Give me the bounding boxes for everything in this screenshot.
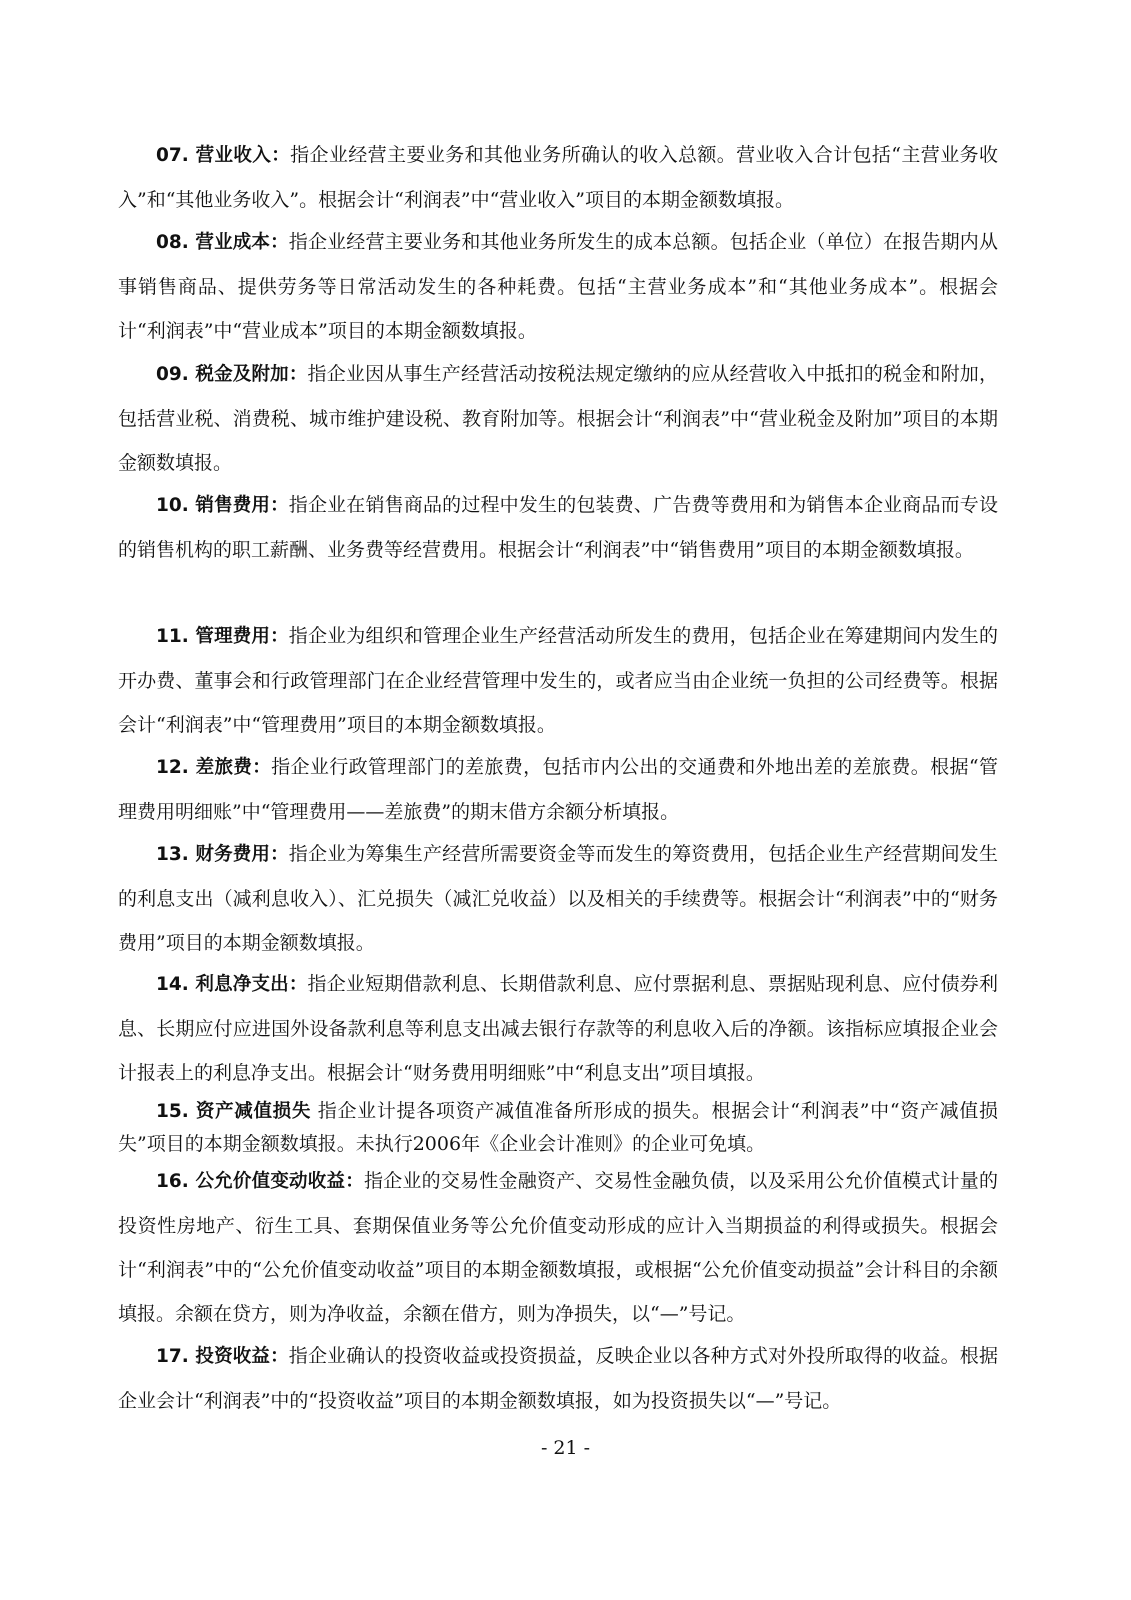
paragraph-09 xyxy=(118,352,998,485)
term-label: 10. 销售费用： xyxy=(156,495,289,516)
paragraph-text: 指企业为筹集生产经营所需要资金等而发生的筹资费用，包括企业生产经营期间发生的利息支出（减利息收入）、汇兑损失（减汇兑收益）以及相关的手续费等。根据会计“利润表”中的“财务费用”项目的本期金额数填报。 xyxy=(118,843,998,954)
paragraph-08 xyxy=(118,220,998,353)
paragraph-12 xyxy=(118,745,998,834)
term-label: 07. 营业收入： xyxy=(156,145,291,166)
paragraph-14 xyxy=(118,962,998,1095)
paragraph-07 xyxy=(118,133,998,222)
paragraph-text: 指企业行政管理部门的差旅费，包括市内公出的交通费和外地出差的差旅费。根据“管理费用明细账”中“管理费用——差旅费”的期末借方余额分析填报。 xyxy=(118,756,998,823)
term-label: 17. 投资收益： xyxy=(156,1346,289,1367)
paragraph-17 xyxy=(118,1334,998,1423)
paragraph-text: 指企业经营主要业务和其他业务所发生的成本总额。包括企业（单位）在报告期内从事销售商品、提供劳务等日常活动发生的各种耗费。包括“主营业务成本”和“其他业务成本”。根据会计“利润表”中“营业成本”项目的本期金额数填报。 xyxy=(118,231,998,342)
paragraph-text: 指企业因从事生产经营活动按税法规定缴纳的应从经营收入中抵扣的税金和附加，包括营业税、消费税、城市维护建设税、教育附加等。根据会计“利润表”中“营业税金及附加”项目的本期金额数填报。 xyxy=(118,363,998,474)
term-label: 09. 税金及附加： xyxy=(156,364,308,385)
paragraph-11 xyxy=(118,614,998,747)
paragraph-15 xyxy=(118,1095,998,1161)
paragraph-16 xyxy=(118,1159,998,1336)
term-label: 15. 资产减值损失 xyxy=(156,1101,312,1122)
term-label: 11. 管理费用： xyxy=(156,626,289,647)
paragraph-text: 指企业计提各项资产减值准备所形成的损失。根据会计“利润表”中“资产减值损失”项目的本期金额数填报。未执行2006年《企业会计准则》的企业可免填。 xyxy=(118,1100,998,1155)
paragraph-text: 指企业的交易性金融资产、交易性金融负债，以及采用公允价值模式计量的投资性房地产、衍生工具、套期保值业务等公允价值变动形成的应计入当期损益的利得或损失。根据会计“利润表”中的“公允价值变动收益”项目的本期金额数填报，或根据“公允价值变动损益”会计科目的余额填报。余额在贷方，则为净收益，余额在借方，则为净损失，以“—”号记。 xyxy=(118,1170,998,1325)
term-label: 16. 公允价值变动收益： xyxy=(156,1171,364,1192)
paragraph-10 xyxy=(118,483,998,572)
paragraph-13 xyxy=(118,832,998,965)
page-number: - 21 - xyxy=(540,1437,591,1459)
paragraph-text: 指企业短期借款利息、长期借款利息、应付票据利息、票据贴现利息、应付债券利息、长期应付应进国外设备款利息等利息支出减去银行存款等的利息收入后的净额。该指标应填报企业会计报表上的利息净支出。根据会计“财务费用明细账”中“利息支出”项目填报。 xyxy=(118,973,998,1084)
paragraph-text: 指企业确认的投资收益或投资损益，反映企业以各种方式对外投所取得的收益。根据企业会计“利润表”中的“投资收益”项目的本期金额数填报，如为投资损失以“—”号记。 xyxy=(118,1345,998,1412)
paragraph-text: 指企业为组织和管理企业生产经营活动所发生的费用，包括企业在筹建期间内发生的开办费、董事会和行政管理部门在企业经营管理中发生的，或者应当由企业统一负担的公司经费等。根据会计“利润表”中“管理费用”项目的本期金额数填报。 xyxy=(118,625,998,736)
term-label: 12. 差旅费： xyxy=(156,757,272,778)
term-label: 13. 财务费用： xyxy=(156,844,289,865)
term-label: 14. 利息净支出： xyxy=(156,974,308,995)
paragraph-text: 指企业在销售商品的过程中发生的包装费、广告费等费用和为销售本企业商品而专设的销售机构的职工薪酬、业务费等经营费用。根据会计“利润表”中“销售费用”项目的本期金额数填报。 xyxy=(118,494,998,561)
paragraph-text: 指企业经营主要业务和其他业务所确认的收入总额。营业收入合计包括“主营业务收入”和“其他业务收入”。根据会计“利润表”中“营业收入”项目的本期金额数填报。 xyxy=(118,144,998,211)
term-label: 08. 营业成本： xyxy=(156,232,289,253)
